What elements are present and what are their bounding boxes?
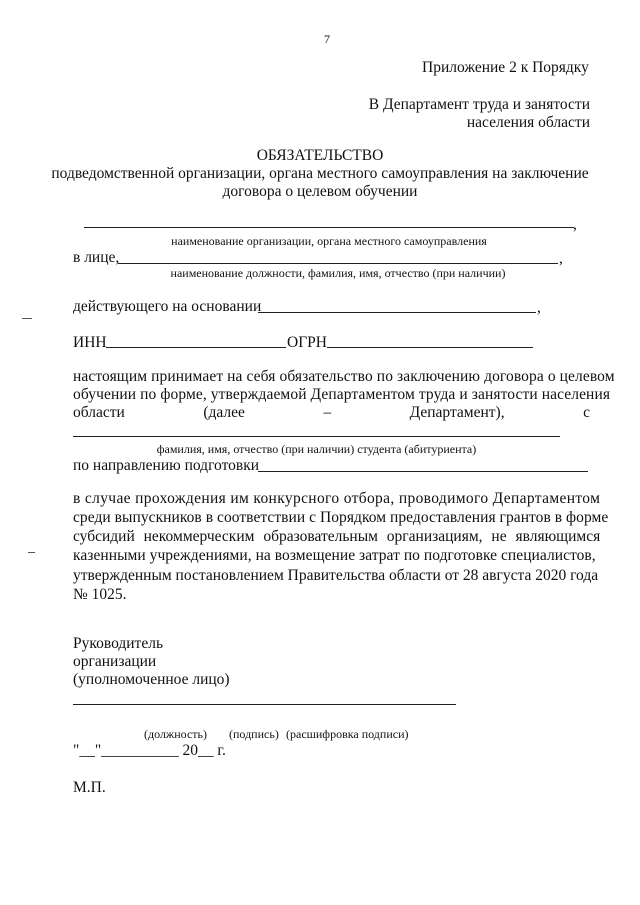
para1-line-1: настоящим принимает на себя обязательство по заключению договора о целевом — [73, 368, 615, 385]
para2-line-4: казенными учреждениями, на возмещение затрат по подготовке специалистов, — [73, 547, 596, 564]
signatory-line-1: Руководитель — [73, 635, 164, 652]
decoding-caption: (расшифровка подписи) — [286, 727, 409, 741]
appendix-note: Приложение 2 к Порядку — [422, 59, 589, 76]
para2-line-6: № 1025. — [73, 586, 127, 603]
position-caption: (должность) — [144, 727, 207, 741]
para2-line-5: утвержденным постановлением Правительства области от 28 августа 2020 года — [73, 567, 599, 584]
org-name-field[interactable] — [84, 227, 574, 228]
direction-label: по направлению подготовки — [73, 457, 260, 474]
inn-field[interactable] — [106, 347, 286, 348]
signature-caption: (подпись) — [229, 727, 279, 741]
ogrn-label: ОГРН — [287, 334, 327, 351]
org-caption: наименование организации, органа местного самоуправления — [171, 234, 487, 248]
para2-line-2: среди выпускников в соответствии с Порядком предоставления грантов в форме — [73, 509, 609, 526]
direction-field[interactable] — [258, 471, 588, 472]
signature-field[interactable] — [73, 704, 456, 705]
acting-basis-label: действующего на основании — [73, 298, 262, 315]
document-title: ОБЯЗАТЕЛЬСТВО — [256, 147, 384, 164]
student-field[interactable] — [73, 436, 560, 437]
page-number: 7 — [324, 32, 330, 46]
margin-mark — [22, 318, 32, 319]
para2-line-3: субсидий некоммерческим образовательным организациям, не являющимся — [73, 528, 601, 545]
student-caption: фамилия, имя, отчество (при наличии) студента (абитуриента) — [156, 442, 477, 456]
addressee-line-2: населения области — [466, 114, 590, 131]
in-person-label: в лице, — [73, 249, 120, 266]
para2-line-1: в случае прохождения им конкурсного отбора, проводимого Департаментом — [73, 490, 601, 507]
subtitle-line-1: подведомственной организации, органа местного самоуправления на заключение — [51, 165, 589, 182]
addressee-line-1: В Департамент труда и занятости — [368, 96, 590, 113]
inn-label: ИНН — [73, 334, 107, 351]
ogrn-field[interactable] — [327, 347, 533, 348]
para1-line-2: обучении по форме, утверждаемой Департаментом труда и занятости населения — [73, 386, 611, 403]
basis-field[interactable] — [258, 312, 536, 313]
person-field[interactable] — [118, 263, 558, 264]
signatory-line-2: организации — [73, 653, 157, 670]
date-line: "__"__________ 20__ г. — [73, 742, 226, 759]
document-page: 7 Приложение 2 к Порядку В Департамент труда и занятости населения области ОБЯЗАТЕЛЬСТВО подведомственной организации, органа местного самоуправления на заключение договора о целевом обучении , наименование организации, органа местного самоуправления в лице, , наименование должности, фамилия, имя, отчество (при наличии) действующего на основании , ИНН ОГРН настоящим принимает на себя обязательство по заключению договора о целевом обучении по форме, утверждаемой Департаментом труда и занятости населения области (далее – Департамент), с фамилия, имя, отчество (при наличии) студента (абитуриента) по направлению подготовки в случае прохождения им конкурсного отбора, проводимого Департаментом среди выпускников в соответствии с Порядком предоставления грантов в форме субсидий некоммерческим образовательным организациям, не являющимся казенными учреждениями, на возмещение затрат по подготовке специалистов, утвержденным постановлением Правительства области от 28 августа 2020 года № 1025. Руководитель организации (уполномоченное лицо) (должность) (подпись) (расшифровка подписи) "__"__________ 20__ г. М.П. — [0, 0, 640, 905]
person-caption: наименование должности, фамилия, имя, отчество (при наличии) — [170, 266, 506, 280]
subtitle-line-2: договора о целевом обучении — [222, 183, 418, 200]
para1-line-3: области (далее – Департамент), с — [73, 404, 590, 421]
margin-mark — [28, 552, 35, 553]
stamp-label: М.П. — [73, 779, 106, 796]
signatory-line-3: (уполномоченное лицо) — [73, 671, 230, 688]
